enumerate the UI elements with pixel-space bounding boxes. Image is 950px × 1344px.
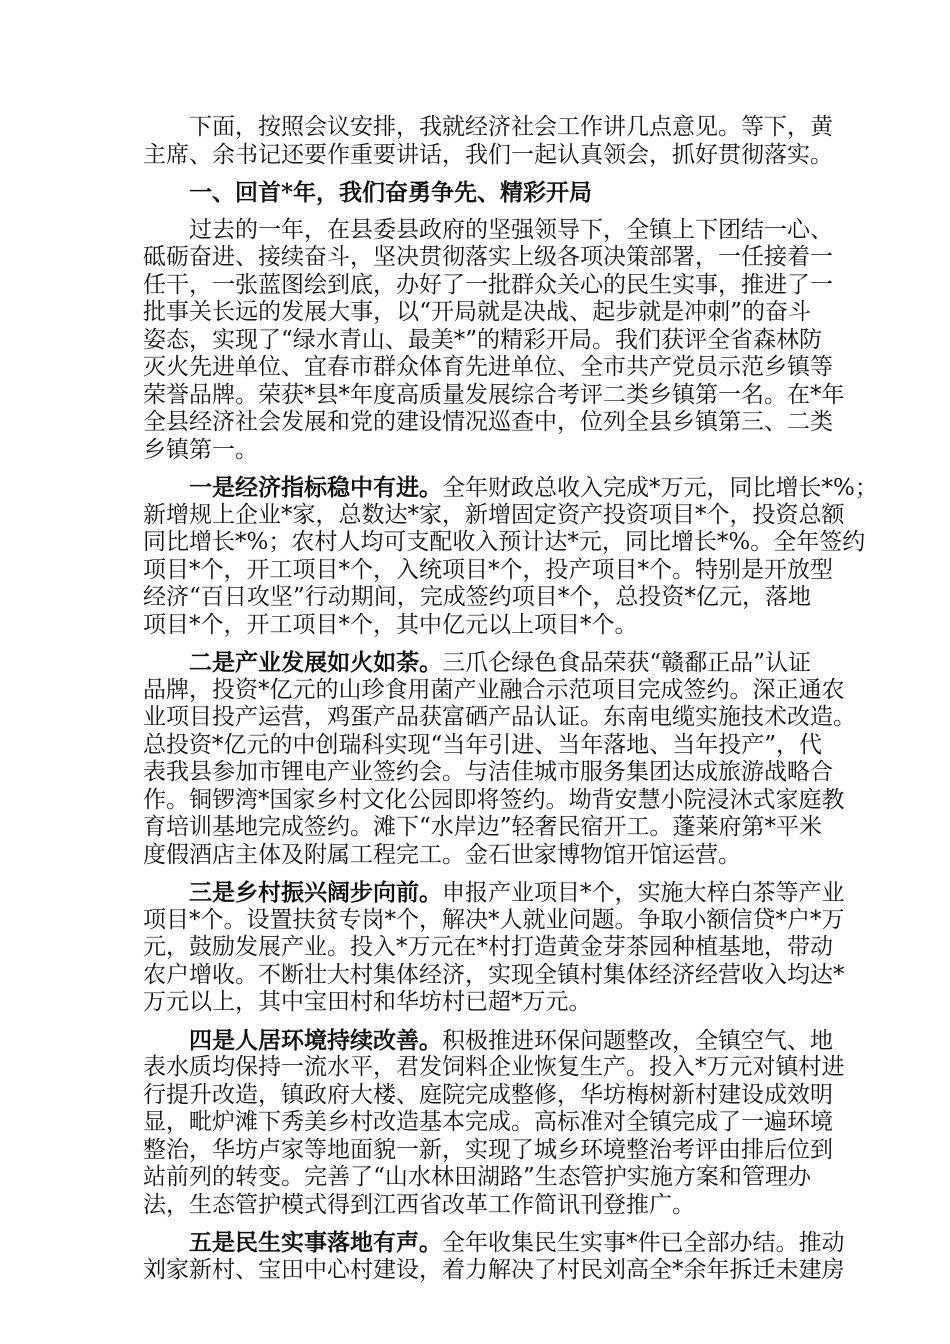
text-line	[143, 814, 823, 842]
text-line	[143, 906, 845, 935]
line-text: 主席、余书记还要作重要讲话，我们一起认真领会，抓好贯彻落实。	[143, 141, 833, 168]
text-line	[143, 1256, 845, 1285]
text-line	[143, 1229, 845, 1257]
paragraph	[143, 114, 833, 169]
text-line	[143, 474, 878, 502]
line-text: 农户增收。不断壮大村集体经济，实现全镇村集体经济经营收入均达*	[143, 961, 845, 988]
text-line	[143, 731, 823, 760]
line-text: 荣誉品牌。荣获*县*年度高质量发展综合考评二类乡镇第一名。在*年	[143, 381, 845, 408]
line-text: 姿态，实现了“绿水青山、最美*”的精彩开局。我们获评全省森林防	[143, 326, 823, 353]
document-page	[143, 114, 878, 1294]
text-line	[143, 141, 833, 170]
line-text: 下面，按照会议安排，我就经济社会工作讲几点意见。等下，黄	[189, 114, 833, 140]
text-line	[143, 299, 811, 327]
line-text: 全年财政总收入完成*万元，同比增长*%；	[442, 475, 878, 501]
line-text: 任干，一张蓝图绘到底，办好了一批群众关心的民生实事，推进了一	[143, 271, 833, 298]
line-text: 品牌，投资*亿元的山珍食用菌产业融合示范项目完成签约。深正通农	[143, 676, 845, 703]
line-text: 作。铜锣湾*国家乡村文化公园即将签约。坳背安慧小院浸沐式家庭教	[143, 786, 845, 813]
line-text: 整治，华坊卢家等地面貌一新，实现了城乡环境整治考评由排后位到	[143, 1136, 833, 1163]
text-line	[143, 786, 845, 815]
text-line	[143, 1192, 811, 1220]
line-text: 灭火先进单位、宜春市群众体育先进单位、全市共产党员示范乡镇等	[143, 354, 833, 380]
text-line	[143, 1081, 833, 1110]
line-text: 育培训基地完成签约。滩下“水岸边”轻奢民宿开工。蓬莱府第*平米	[143, 814, 823, 840]
line-text: 积极推进环保问题整改，全镇空气、地	[442, 1027, 833, 1054]
text-line	[143, 934, 833, 962]
text-line	[143, 409, 833, 437]
text-line	[143, 437, 811, 465]
text-line	[143, 381, 845, 410]
line-text: 一、回首*年，我们奋勇争先、精彩开局	[189, 179, 593, 206]
line-text: 砥砺奋进、接续奋斗，坚决贯彻落实上级各项决策部署，一任接着一	[143, 244, 833, 270]
text-line	[143, 1109, 833, 1137]
line-text: 元，鼓励发展产业。投入*万元在*村打造黄金芽茶园种植基地，带动	[143, 934, 833, 960]
paragraph	[143, 474, 878, 639]
line-text: 同比增长*%；农村人均可支配收入预计达*元，同比增长*%。全年签约	[143, 529, 866, 555]
line-text: 表水质均保持一流水平，君发饲料企业恢复生产。投入*万元对镇村进	[143, 1054, 845, 1080]
text-line	[143, 1054, 845, 1082]
paragraph	[143, 1229, 845, 1284]
line-text: 刘家新村、宝田中心村建设，着力解决了村民刘高全*余年拆迁未建房	[143, 1256, 845, 1283]
paragraph-lead: 五是民生实事落地有声。	[189, 1229, 442, 1256]
line-text: 总投资*亿元的中创瑞科实现“当年引进、当年落地、当年投产”，代	[143, 731, 823, 758]
text-line	[143, 676, 845, 705]
line-text: 表我县参加市锂电产业签约会。与洁佳城市服务集团达成旅游战略合	[143, 759, 833, 785]
text-line	[143, 961, 845, 990]
text-line	[143, 354, 833, 382]
text-line	[143, 271, 833, 300]
line-text: 三爪仑绿色食品荣获“赣鄱正品”认证	[442, 650, 811, 676]
text-line	[143, 179, 811, 207]
line-text: 显，毗炉滩下秀美乡村改造基本完成。高标准对全镇完成了一遍环境	[143, 1109, 833, 1135]
text-line	[143, 326, 823, 355]
text-line	[143, 704, 856, 732]
line-text: 度假酒店主体及附属工程完工。金石世家博物馆开馆运营。	[143, 841, 741, 868]
paragraph	[143, 1026, 845, 1220]
text-line	[143, 216, 833, 245]
line-text: 万元以上，其中宝田村和华坊村已超*万元。	[143, 989, 592, 1015]
line-text: 新增规上企业*家，总数达*家，新增固定资产投资项目*个，投资总额	[143, 501, 845, 528]
paragraph	[143, 216, 845, 465]
line-text: 站前列的转变。完善了“山水林田湖路”生态管护实施方案和管理办	[143, 1164, 811, 1190]
line-text: 申报产业项目*个，实施大梓白茶等产业	[442, 880, 845, 906]
line-text: 法，生态管护模式得到江西省改革工作简讯刊登推广。	[143, 1191, 695, 1218]
line-text: 项目*个，开工项目*个，入统项目*个，投产项目*个。特别是开放型	[143, 556, 833, 583]
text-line	[143, 114, 833, 142]
text-line	[143, 529, 866, 557]
line-text: 乡镇第一。	[143, 436, 258, 463]
section-heading	[143, 179, 811, 207]
text-line	[143, 584, 811, 612]
text-line	[143, 759, 833, 787]
paragraph-lead: 三是乡村振兴阔步向前。	[189, 879, 442, 906]
text-line	[143, 244, 833, 272]
text-line	[143, 1164, 811, 1192]
line-text: 业项目投产运营，鸡蛋产品获富硒产品认证。东南电缆实施技术改造。	[143, 704, 856, 730]
text-line	[143, 879, 845, 907]
text-line	[143, 989, 811, 1017]
line-text: 行提升改造，镇政府大楼、庭院完成整修，华坊梅树新村建设成效明	[143, 1081, 833, 1108]
text-line	[143, 1026, 833, 1055]
line-text: 过去的一年，在县委县政府的坚强领导下，全镇上下团结一心、	[189, 216, 833, 243]
paragraph-lead: 二是产业发展如火如荼。	[189, 649, 443, 676]
paragraph-lead: 四是人居环境持续改善。	[189, 1026, 442, 1054]
text-line	[143, 501, 845, 530]
text-line	[143, 1136, 833, 1165]
text-line	[143, 649, 811, 677]
text-line	[143, 612, 811, 640]
line-text: 项目*个。设置扶贫专岗*个，解决*人就业问题。争取小额信贷*户*万	[143, 906, 845, 933]
text-line	[143, 556, 833, 585]
paragraph	[143, 649, 856, 869]
line-text: 全县经济社会发展和党的建设情况巡查中，位列全县乡镇第三、二类	[143, 409, 833, 435]
line-text: 经济“百日攻坚”行动期间，完成签约项目*个，总投资*亿元，落地	[143, 584, 811, 610]
text-line	[143, 842, 811, 870]
line-text: 全年收集民生实事*件已全部办结。推动	[442, 1230, 845, 1256]
line-text: 批事关长远的发展大事，以“开局就是决战、起步就是冲刺”的奋斗	[143, 299, 811, 325]
paragraph	[143, 879, 845, 1017]
line-text: 项目*个，开工项目*个，其中亿元以上项目*个。	[143, 611, 638, 638]
paragraph-lead: 一是经济指标稳中有进。	[189, 474, 442, 501]
